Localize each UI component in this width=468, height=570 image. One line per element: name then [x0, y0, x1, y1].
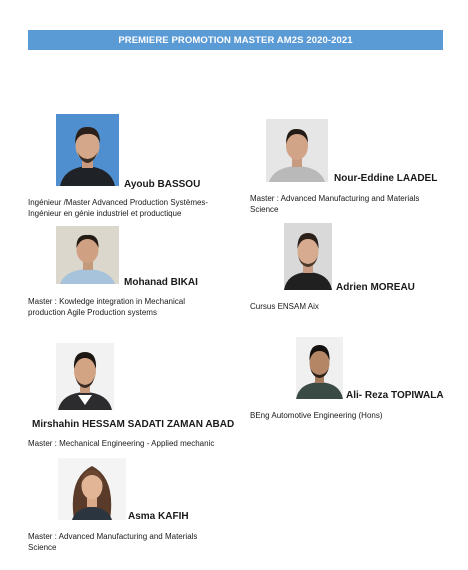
- student-photo: [58, 458, 126, 520]
- student-name: Mohanad BIKAI: [124, 277, 198, 288]
- student-program-cont: Ingénieur en génie industriel et productique: [28, 209, 182, 218]
- student-program-cont: Science: [250, 205, 279, 214]
- student-photo: [56, 343, 114, 410]
- student-photo: [284, 223, 332, 290]
- page-title-banner: PREMIERE PROMOTION MASTER AM2S 2020-2021: [28, 30, 443, 50]
- student-name: Adrien MOREAU: [336, 282, 415, 293]
- student-name: Asma KAFIH: [128, 511, 189, 522]
- student-photo: [56, 226, 119, 284]
- student-name: Ayoub BASSOU: [124, 179, 201, 190]
- student-program: Master : Kowledge integration in Mechanical: [28, 297, 185, 306]
- student-program: Master : Mechanical Engineering - Applied mechanic: [28, 439, 215, 448]
- student-name: Nour-Eddine LAADEL: [334, 173, 438, 184]
- student-name: Ali- Reza TOPIWALA: [346, 390, 444, 401]
- student-program: BEng Automotive Engineering (Hons): [250, 411, 383, 420]
- student-program-cont: Science: [28, 543, 57, 552]
- student-photo: [56, 114, 119, 186]
- student-program: Master : Advanced Manufacturing and Materials: [250, 194, 420, 203]
- student-photo: [266, 119, 328, 182]
- student-program: Cursus ENSAM Aix: [250, 302, 319, 311]
- student-photo: [296, 337, 343, 399]
- student-program-cont: production Agile Production systems: [28, 308, 157, 317]
- student-program: Master : Advanced Manufacturing and Materials: [28, 532, 198, 541]
- student-name: Mirshahin HESSAM SADATI ZAMAN ABAD: [32, 419, 235, 430]
- student-program: Ingénieur /Master Advanced Production Systèmes-: [28, 198, 209, 207]
